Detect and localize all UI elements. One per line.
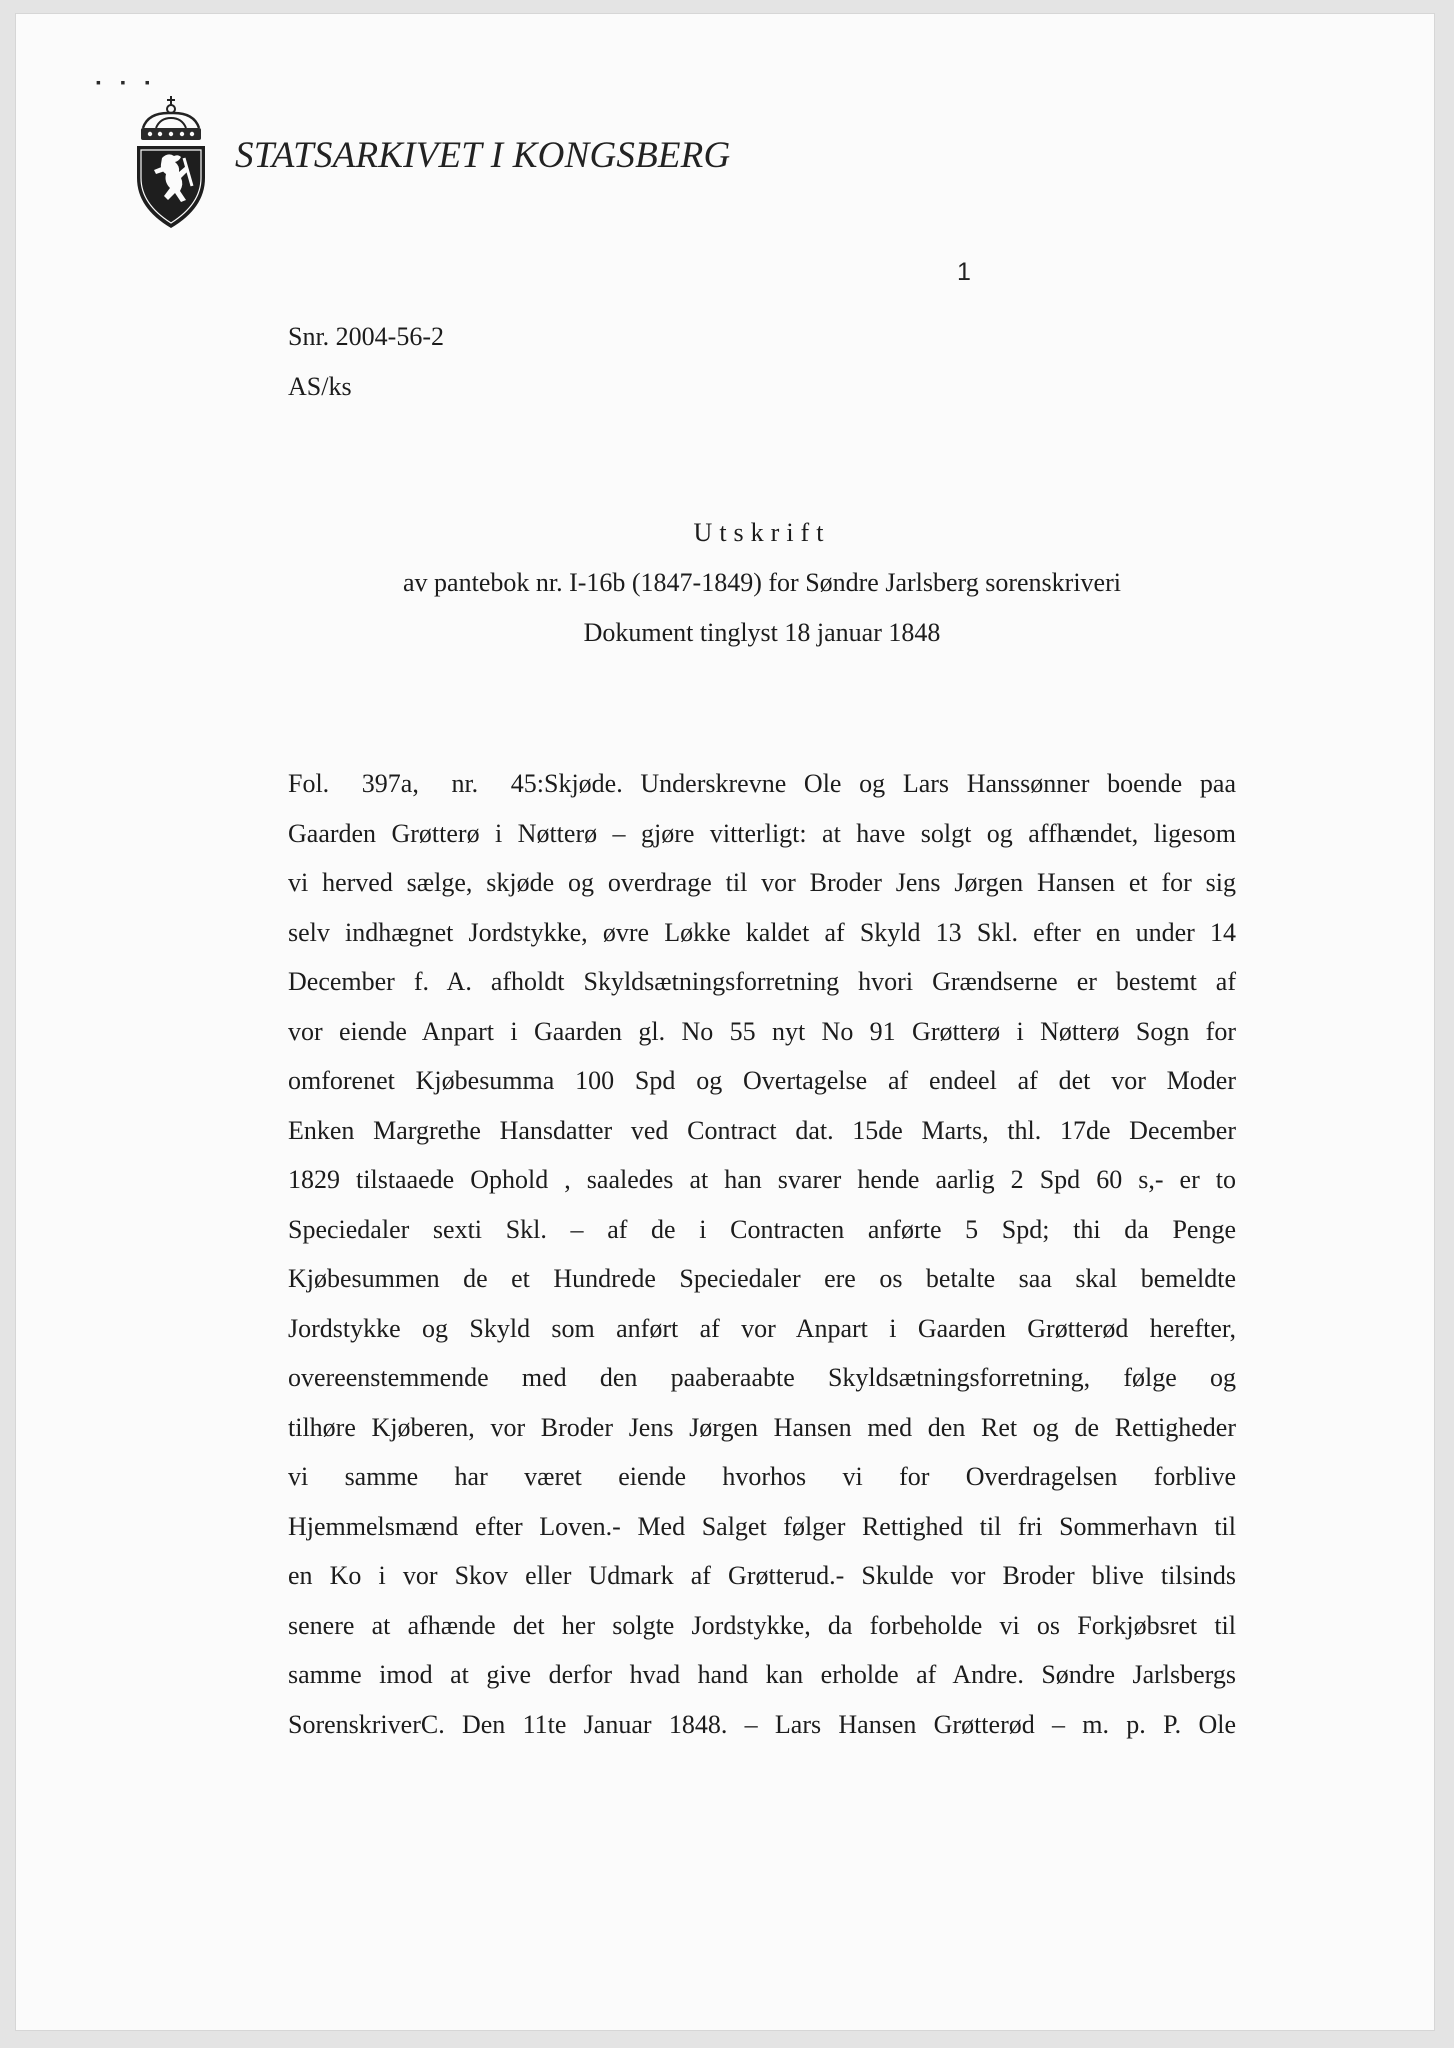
transcription-body: [288, 759, 1236, 1749]
body-line: senere at afhænde det her solgte Jordstykke, da forbeholde vi os Forkjøbsret til: [288, 1610, 1236, 1640]
reference-initials: AS/ks: [288, 372, 352, 401]
fold-mark: ▪ ▪ ▪: [96, 76, 158, 91]
body-line: Gaarden Grøtterø i Nøtterø – gjøre vitterligt: at have solgt og affhændet, ligesom: [288, 818, 1236, 848]
body-line: SorenskriverC. Den 11te Januar 1848. – Lars Hansen Grøtterød – m. p. P. Ole: [288, 1709, 1236, 1739]
norwegian-coat-of-arms-icon: [134, 96, 208, 230]
body-line: Kjøbesummen de et Hundrede Speciedaler ere os betalte saa skal bemeldte: [288, 1264, 1236, 1293]
body-line: [288, 759, 1236, 809]
body-line: Hjemmelsmænd efter Loven.- Med Salget følger Rettighed til fri Sommerhavn til: [288, 1511, 1236, 1541]
body-line: vi samme har været eiende hvorhos vi for Overdragelsen forblive: [288, 1462, 1236, 1491]
body-line: 1829 tilstaaede Ophold , saaledes at han svarer hende aarlig 2 Spd 60 s,- er to: [288, 1165, 1236, 1194]
body-line: Jordstykke og Skyld som anført af vor Anpart i Gaarden Grøtterød herefter,: [288, 1313, 1236, 1343]
body-line: vi herved sælge, skjøde og overdrage til vor Broder Jens Jørgen Hansen et for sig: [288, 868, 1236, 897]
document-subtitle: av pantebok nr. I-16b (1847-1849) for Søndre Jarlsberg sorenskriveri: [403, 568, 1121, 597]
body-line: vor eiende Anpart i Gaarden gl. No 55 nyt No 91 Grøtterø i Nøtterø Sogn for: [288, 1016, 1236, 1046]
body-line: omforenet Kjøbesumma 100 Spd og Overtagelse af endeel af det vor Moder: [288, 1066, 1236, 1095]
body-line: en Ko i vor Skov eller Udmark af Grøtterud.- Skulde vor Broder blive tilsinds: [288, 1561, 1236, 1590]
body-line: tilhøre Kjøberen, vor Broder Jens Jørgen Hansen med den Ret og de Rettigheder: [288, 1412, 1236, 1442]
body-line: Speciedaler sexti Skl. – af de i Contracten anførte 5 Spd; thi da Penge: [288, 1214, 1236, 1244]
body-line: December f. A. afholdt Skyldsætningsforretning hvori Grændserne er bestemt af: [288, 967, 1236, 996]
document-title: Utskrift: [693, 518, 831, 547]
body-line: samme imod at give derfor hvad hand kan erholde af Andre. Søndre Jarlsbergs: [288, 1660, 1236, 1689]
organization-title: STATSARKIVET I KONGSBERG: [235, 135, 731, 176]
body-line: Enken Margrethe Hansdatter ved Contract dat. 15de Marts, thl. 17de December: [288, 1115, 1236, 1145]
body-line: overeenstemmende med den paaberaabte Skyldsætningsforretning, følge og: [288, 1363, 1236, 1392]
folio-reference: Fol. 397a, nr. 45:: [288, 769, 544, 798]
page-number: 1: [957, 258, 971, 286]
reference-number: Snr. 2004-56-2: [288, 322, 444, 351]
body-line: selv indhægnet Jordstykke, øvre Løkke kaldet af Skyld 13 Skl. efter en under 14: [288, 917, 1236, 947]
body-line-text: Skjøde. Underskrevne Ole og Lars Hanssønner boende paa: [544, 769, 1236, 798]
document-registration-date: Dokument tinglyst 18 januar 1848: [583, 618, 941, 647]
